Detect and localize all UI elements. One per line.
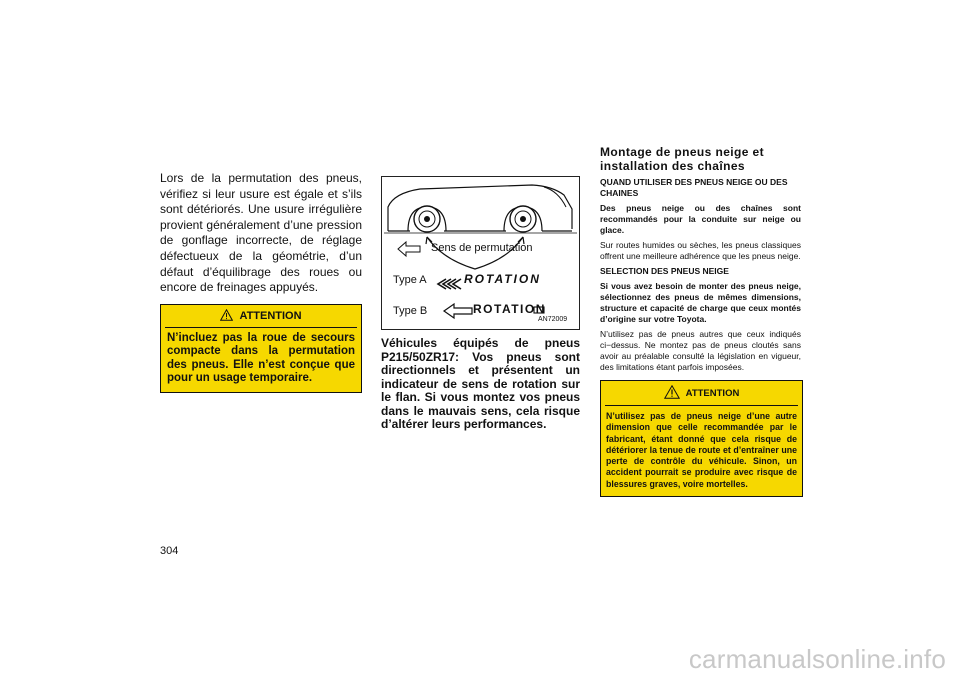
type-a-label: Type A [393, 274, 427, 286]
warning-heading [601, 381, 802, 405]
warning-box-snow-tires [600, 380, 803, 497]
studded-tires-paragraph: N’utilisez pas de pneus autres que ceux indiqués ci−dessus. Ne montez pas de pneus cloutés sans avoir au préalable consulté la législation en vigueur, des limitations étant parfois imposées. [600, 329, 801, 372]
column-middle [381, 176, 580, 432]
type-b-label: Type B [393, 305, 428, 317]
warning-box-spare [160, 304, 362, 393]
type-a-rotation-text: ROTATION [464, 272, 541, 286]
legend-rotation-label: Sens de permutation [431, 242, 533, 254]
warning-triangle-icon [220, 309, 233, 324]
warning-heading-text: ATTENTION [685, 388, 740, 399]
watermark: carmanualsonline.info [688, 644, 946, 674]
type-b-rotation-text: ROTATION [473, 302, 546, 316]
rotation-paragraph: Lors de la permutation des pneus, vérifiez si leur usure est égale et s’ils sont détériorés. Une usure irrégulière provient généralement d’une pression de gonflage incorrecte, de réglage défectueux de la géométrie, d’un défaut d’équilibrage des roues ou encore de freinages appuyés. [160, 171, 362, 295]
column-left [160, 171, 362, 393]
subheading-selection: SELECTION DES PNEUS NEIGE [600, 266, 729, 276]
column-right [600, 145, 803, 497]
directional-tires-paragraph: Véhicules équipés de pneus P215/50ZR17: Vos pneus sont directionnels et présentent un indicateur de sens de rotation sur le flan. Si vous montez vos pneus dans le mauvais sens, cela risque d’altérer leurs performances. [381, 336, 580, 431]
warning-text: N’incluez pas la roue de secours compacte dans la permutation des pneus. Elle n’est conçue que pour un usage temporaire. [167, 331, 355, 385]
figure-code: AN72009 [538, 316, 568, 323]
grip-paragraph: Sur routes humides ou sèches, les pneus classiques offrent une meilleure adhérence que les pneus neige. [600, 240, 801, 261]
warning-triangle-icon [664, 385, 680, 402]
warning-heading [161, 305, 361, 327]
rotation-figure [381, 176, 580, 330]
warning-text: N’utilisez pas de pneus neige d’une autre dimension que celle recommandée par le fabricant, étant donné que cela risque de détériorer la tenue de route et d’entraîner une perte de contrôle du véhicule. Sinon, un accident pourrait se produire avec risque de blessures graves, voire mortelles. [606, 411, 797, 489]
warning-heading-text: ATTENTION [239, 310, 302, 323]
subheading-when: QUAND UTILISER DES PNEUS NEIGE OU DES CHAINES [600, 177, 788, 198]
recommendation-paragraph: Des pneus neige ou des chaînes sont recommandés pour la conduite sur neige ou glace. [600, 203, 801, 235]
section-title: Montage de pneus neige et installation des chaînes [600, 145, 765, 173]
selection-paragraph: Si vous avez besoin de monter des pneus neige, sélectionnez des pneus de mêmes dimensions, structure et capacité de charge que ceux montés d’origine sur votre Toyota. [600, 281, 801, 324]
page-number: 304 [160, 545, 179, 557]
